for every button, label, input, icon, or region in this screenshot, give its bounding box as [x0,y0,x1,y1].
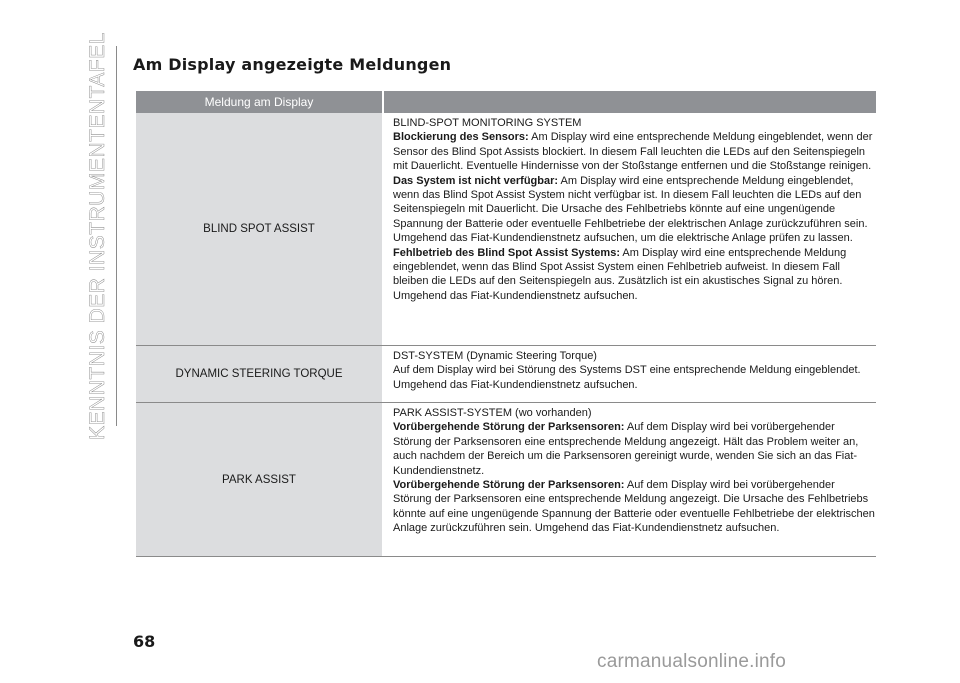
table-row [136,403,876,557]
paragraph-text: Am Display wird eine entsprechende Meldung eingeblendet, wenn der Sensor des Blind Spot Assists blockiert. In diesem Fall leuchten die LEDs auf den Seitenspiegeln mit Dauerlicht. Eventuelle Hindernisse von der Stoßstange entfernen und die Stoßstange reinigen. [393,131,873,173]
paragraph [393,478,876,536]
paragraph-text: Auf dem Display wird bei vorübergehender Störung der Parksensoren eine entsprechende Meldung angezeigt. Hält das Problem weiter an, auch nachdem der Bereich um die Parksensoren gereinigt wurde, wenden Sie sich an das Fiat-Kundendienstnetz. [393,421,859,477]
page-title: Am Display angezeigte Meldungen [133,55,452,74]
paragraph-bold: Fehlbetrieb des Blind Spot Assist Systems: [393,246,620,259]
row-heading: BLIND-SPOT MONITORING SYSTEM [393,117,582,129]
section-side-label [83,32,113,440]
side-divider [116,46,117,426]
paragraph-text: Am Display wird eine entsprechende Meldung eingeblendet, wenn das Blind Spot Assist System nicht verfügbar ist. In diesem Fall leuchten die LEDs auf den Seitenspiegeln mit Dauerlicht. Die Ursache des Fehlbetriebs könnte auf eine ungenügende Spannung der Batterie oder eventuelle Fehlbetriebe der elektrischen Anlage zurückzuführen sein. Umgehend das Fiat-Kundendienstnetz aufsuchen, um die elektrische Anlage prüfen zu lassen. [393,174,868,245]
paragraph [393,420,876,478]
row-label: BLIND SPOT ASSIST [136,113,382,345]
messages-table [136,91,876,557]
paragraph-text: Auf dem Display wird bei vorübergehender Störung der Parksensoren eine entsprechende Meldung angezeigt. Die Ursache des Fehlbetriebs könnte auf eine ungenügende Spannung der Batterie oder eventuelle Fehlbetriebe der elektrischen Anlage zurückzuführen sein. Umgehend das Fiat-Kundendienstnetz aufsuchen. [393,479,875,535]
row-heading: PARK ASSIST-SYSTEM (wo vorhanden) [393,407,592,419]
row-label: PARK ASSIST [136,403,382,556]
paragraph-bold: Das System ist nicht verfügbar: [393,174,559,187]
paragraph-bold: Vorübergehende Störung der Parksensoren: [393,479,625,492]
section-label-text: KENNTNIS DER INSTRUMENTENTAFEL [86,32,109,440]
row-heading: DST-SYSTEM (Dynamic Steering Torque) [393,350,597,362]
header-cell-empty [384,91,876,113]
row-description [382,113,876,345]
paragraph [393,130,876,173]
paragraph [393,246,876,304]
paragraph [393,174,876,246]
header-cell-message: Meldung am Display [136,91,382,113]
watermark-text: carmanualsonline.info [597,651,787,672]
paragraph-text: Am Display wird eine entsprechende Meldung eingeblendet, wenn das Blind Spot Assist System einen Fehlbetrieb aufweist. In diesem Fall bleiben die LEDs auf den Seitenspiegeln aus. Zusätzlich ist ein akustisches Signal zu hören. Umgehend das Fiat-Kundendienstnetz aufsuchen. [393,246,847,302]
row-label: DYNAMIC STEERING TORQUE [136,346,382,402]
paragraph-bold: Vorübergehende Störung der Parksensoren: [393,421,625,434]
table-header [136,91,876,113]
row-description [382,403,876,556]
page-number: 68 [133,632,156,651]
table-row [136,346,876,403]
paragraph-text: Auf dem Display wird bei Störung des Systems DST eine entsprechende Meldung eingeblendet. Umgehend das Fiat-Kundendienstnetz aufsuchen. [393,364,861,391]
paragraph-bold: Blockierung des Sensors: [393,131,529,144]
table-row [136,113,876,346]
row-description [382,346,876,402]
